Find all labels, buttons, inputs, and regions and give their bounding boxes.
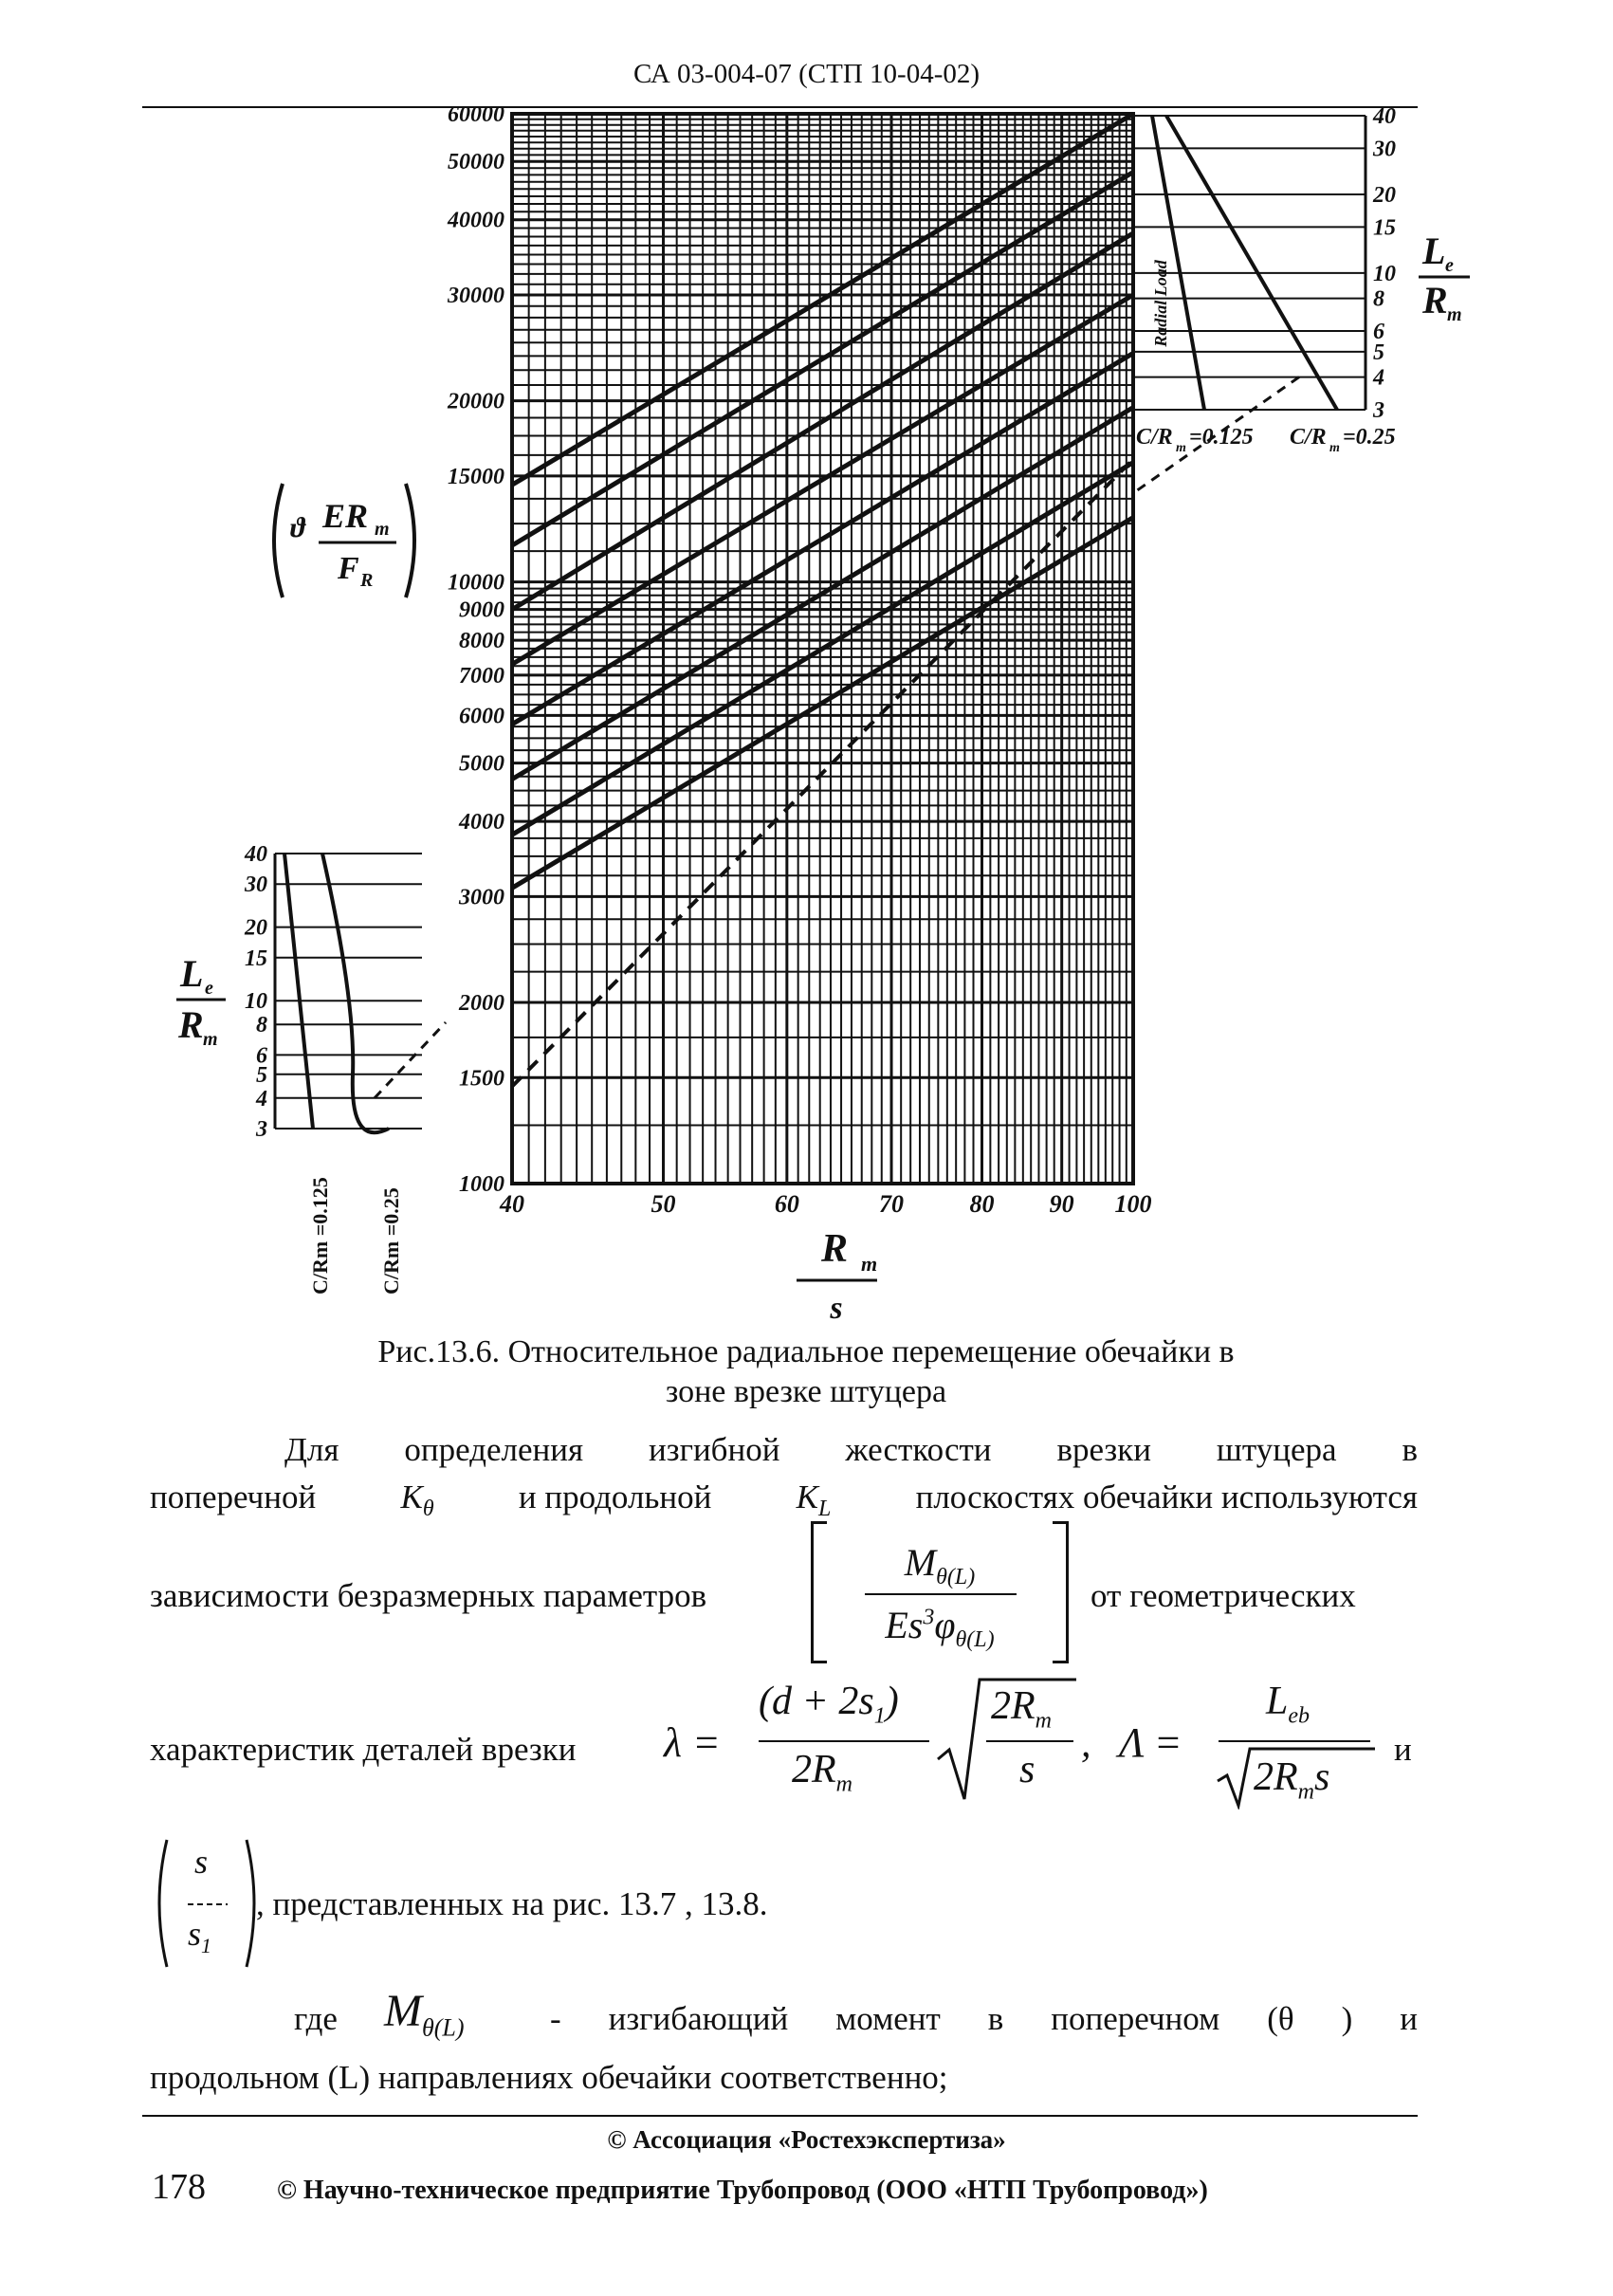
bracket-tick: [1053, 1661, 1066, 1663]
y-tick-label: 9000: [459, 597, 504, 623]
y-axis-label-paren-right: [406, 484, 414, 597]
footer-association: © Ассоциация «Ростехэкспертиза»: [607, 2125, 1006, 2154]
inset-y-tick-label: 3: [256, 1117, 267, 1142]
body-line-2: [150, 1476, 1418, 1531]
inset-curve-label: =0.25: [1343, 425, 1396, 450]
series-line: [512, 518, 1133, 889]
inset-curve: [322, 854, 389, 1132]
series-line: [512, 114, 1133, 485]
y-tick-label: 30000: [448, 283, 504, 308]
math-subscript: m: [1035, 1708, 1052, 1734]
series-line: [512, 233, 1133, 610]
math-text: 2R: [1254, 1755, 1298, 1799]
inset-y-label-denominator: R: [178, 1003, 204, 1046]
bracket-fraction: [811, 1521, 1069, 1663]
math-subscript: θ(L): [421, 2013, 465, 2042]
bracket-tick: [814, 1521, 827, 1524]
inset-y-tick-label: 5: [1373, 340, 1384, 365]
y-tick-label: 10000: [448, 570, 504, 596]
inset-y-tick-label: 30: [1373, 137, 1396, 162]
y-axis-label-subscript: m: [375, 519, 390, 540]
x-tick-label: 50: [651, 1190, 676, 1218]
inset-y-tick-label: 20: [1373, 182, 1396, 208]
inset-curve: [1166, 116, 1337, 410]
sqrt-fraction-bar: [986, 1740, 1073, 1742]
lambda-fraction-bar: [759, 1740, 929, 1742]
formula-comma: ,: [1081, 1722, 1091, 1766]
y-tick-label: 1000: [459, 1172, 504, 1197]
math-m-theta: [384, 1985, 465, 2043]
inset-y-tick-label: 6: [256, 1043, 267, 1069]
x-tick-label: 100: [1114, 1190, 1152, 1218]
y-axis-label-subscript: R: [360, 570, 374, 591]
math-k-theta: [401, 1476, 434, 1531]
inset-y-tick-label: 30: [245, 872, 267, 898]
math-symbol: K: [400, 1479, 423, 1515]
body-line-6-a: где: [294, 2000, 338, 2037]
inset-y-tick-label: 4: [1373, 365, 1384, 391]
inset-y-label-subscript: m: [1447, 304, 1462, 325]
inset-y-label-denominator: R: [1422, 279, 1448, 321]
y-tick-label: 5000: [459, 751, 504, 777]
y-axis-label-prefix: ϑ: [290, 512, 305, 543]
x-axis-label-denominator: s: [830, 1291, 843, 1326]
inset-y-tick-label: 15: [245, 946, 267, 971]
series-line: [512, 408, 1133, 780]
inset-y-tick-label: 10: [245, 989, 267, 1015]
math-superscript: 3: [923, 1605, 935, 1630]
inset-curve-label: C/R: [1290, 425, 1327, 450]
math-subscript: 1: [201, 1934, 212, 1958]
body-text: Для определения изгибной жесткости врезки штуцера в: [284, 1431, 1418, 1468]
math-text: 2R: [792, 1748, 836, 1791]
body-line-5-text: , представленных на рис. 13.7 , 13.8.: [256, 1885, 768, 1922]
footer-company: © Научно-техническое предприятие Трубопровод (ООО «НТП Трубопровод»): [277, 2176, 1208, 2205]
y-tick-label: 2000: [459, 991, 504, 1017]
Lambda-numerator: [1266, 1679, 1310, 1729]
bracket-tick: [814, 1661, 827, 1663]
x-tick-label: 80: [969, 1190, 995, 1218]
y-tick-label: 15000: [448, 464, 504, 489]
math-subscript: m: [1297, 1779, 1314, 1805]
fraction-bar: [865, 1593, 1017, 1595]
inset-curve-label-subscript: m: [1176, 441, 1186, 455]
y-tick-label: 7000: [459, 663, 504, 689]
x-tick-label: 70: [879, 1190, 905, 1218]
inset-y-tick-label: 40: [1373, 104, 1396, 129]
body-text: - изгибающий момент в поперечном (θ ) и: [550, 2000, 1418, 2037]
math-text: 2R: [991, 1684, 1036, 1728]
y-axis-label-denominator: F: [338, 551, 359, 586]
y-tick-label: 8000: [459, 629, 504, 654]
math-symbol: M: [904, 1541, 937, 1584]
sqrt-numerator: [991, 1683, 1052, 1734]
lambda-capital-label: Λ =: [1119, 1719, 1182, 1766]
math-subscript: θ(L): [936, 1565, 976, 1589]
math-symbol: φ: [934, 1604, 956, 1646]
math-symbol: Es: [885, 1604, 924, 1646]
inset-y-tick-label: 5: [256, 1062, 267, 1088]
y-tick-label: 1500: [459, 1066, 504, 1092]
x-tick-label: 60: [774, 1190, 799, 1218]
y-tick-label: 6000: [459, 704, 504, 729]
y-tick-label: 3000: [459, 885, 504, 910]
body-text: и продольной: [518, 1479, 712, 1515]
inset-y-tick-label: 15: [1373, 215, 1396, 241]
inset-curve-label: C/R: [1136, 425, 1173, 450]
inset-y-tick-label: 20: [245, 915, 267, 941]
y-tick-label: 4000: [459, 810, 504, 836]
body-line-7: продольном (L) направлениях обечайки соответственно;: [150, 2059, 948, 2096]
inset-y-tick-label: 6: [1373, 320, 1384, 345]
math-text: s: [1314, 1755, 1330, 1799]
x-axis-label-numerator: R: [820, 1227, 849, 1271]
inset-y-tick-label: 40: [245, 842, 267, 867]
math-subscript: θ(L): [955, 1627, 995, 1652]
inset-curve-label: =0.125: [1189, 425, 1254, 450]
lambda-numerator: [759, 1679, 899, 1729]
footer-rule: [142, 2115, 1418, 2117]
body-line-3-text-a: зависимости безразмерных параметров: [150, 1577, 707, 1614]
inset-curve-label: C/Rm =0.125: [308, 1177, 332, 1295]
inset-y-label-subscript: e: [205, 978, 213, 999]
Lambda-denominator: [1254, 1754, 1329, 1805]
y-tick-label: 50000: [448, 150, 504, 175]
inset-rotated-label-group: [308, 1177, 332, 1295]
x-axis-label-subscript: m: [861, 1252, 878, 1276]
caption-line-2: зоне врезке штуцера: [665, 1374, 947, 1409]
math-subscript: θ: [422, 1497, 434, 1521]
y-tick-label: 60000: [448, 102, 504, 127]
inset-y-tick-label: 3: [1373, 398, 1384, 423]
inset-curve: [284, 854, 313, 1129]
y-tick-label: 20000: [448, 389, 504, 414]
lambda-label: λ =: [664, 1719, 721, 1766]
math-subscript: m: [835, 1772, 852, 1797]
inset-vertical-text: Radial Load: [1151, 260, 1170, 347]
math-text: s: [188, 1915, 202, 1953]
Lambda-fraction-bar: [1219, 1740, 1370, 1742]
inset-y-tick-label: 10: [1373, 261, 1396, 286]
body-line-3-text-b: от геометрических: [1091, 1577, 1356, 1614]
math-subscript: L: [817, 1497, 832, 1521]
body-line-4-text: характеристик деталей врезки: [150, 1731, 577, 1768]
figure-caption: [218, 1332, 1394, 1412]
inset-y-tick-label: 4: [256, 1086, 267, 1111]
inset-y-label-numerator: L: [1422, 230, 1446, 272]
paren-denominator: [188, 1914, 211, 1958]
fraction-numerator: [814, 1540, 1066, 1590]
body-text: плоскостях обечайки используются: [915, 1479, 1418, 1515]
y-axis-label-paren-left: [274, 484, 283, 597]
y-tick-label: 40000: [448, 208, 504, 233]
inset-y-tick-label: 8: [256, 1013, 267, 1038]
inset-y-label-numerator: L: [180, 952, 204, 995]
math-text: L: [1266, 1680, 1289, 1723]
document-code-header: СА 03-004-07 (СТП 10-04-02): [632, 59, 981, 89]
inset-curve-label: C/Rm =0.25: [379, 1187, 403, 1295]
inset-curve-label-subscript: m: [1329, 441, 1340, 455]
math-text: ): [885, 1680, 899, 1723]
math-symbol: M: [384, 1986, 422, 2036]
series-line: [512, 353, 1133, 724]
inset-rotated-label-group: [379, 1187, 403, 1295]
body-line-6-b: [550, 1997, 1418, 2041]
inset-y-tick-label: 8: [1373, 286, 1384, 312]
page-number: 178: [152, 2167, 206, 2207]
sqrt-denominator: s: [1019, 1748, 1036, 1791]
body-text: поперечной: [150, 1479, 317, 1515]
math-subscript: 1: [873, 1703, 886, 1729]
math-subscript: eb: [1288, 1703, 1311, 1729]
y-axis-label-numerator: ER: [322, 497, 369, 535]
math-text: (d + 2s: [759, 1680, 874, 1723]
x-tick-label: 40: [500, 1190, 524, 1218]
body-line-1: [284, 1428, 1418, 1472]
lambda-denominator: [792, 1747, 852, 1797]
body-and: и: [1394, 1731, 1412, 1768]
math-symbol: K: [796, 1479, 818, 1515]
x-tick-label: 90: [1049, 1190, 1074, 1218]
inset-y-label-subscript: m: [203, 1029, 218, 1050]
fraction-denominator: [814, 1603, 1066, 1653]
inset-y-label-subscript: e: [1445, 255, 1454, 276]
paren-numerator: s: [194, 1843, 209, 1881]
caption-line-1: Рис.13.6. Относительное радиальное перемещение обечайки в: [377, 1334, 1235, 1369]
inset-connector: [375, 1022, 446, 1098]
bracket-tick: [1053, 1521, 1066, 1524]
